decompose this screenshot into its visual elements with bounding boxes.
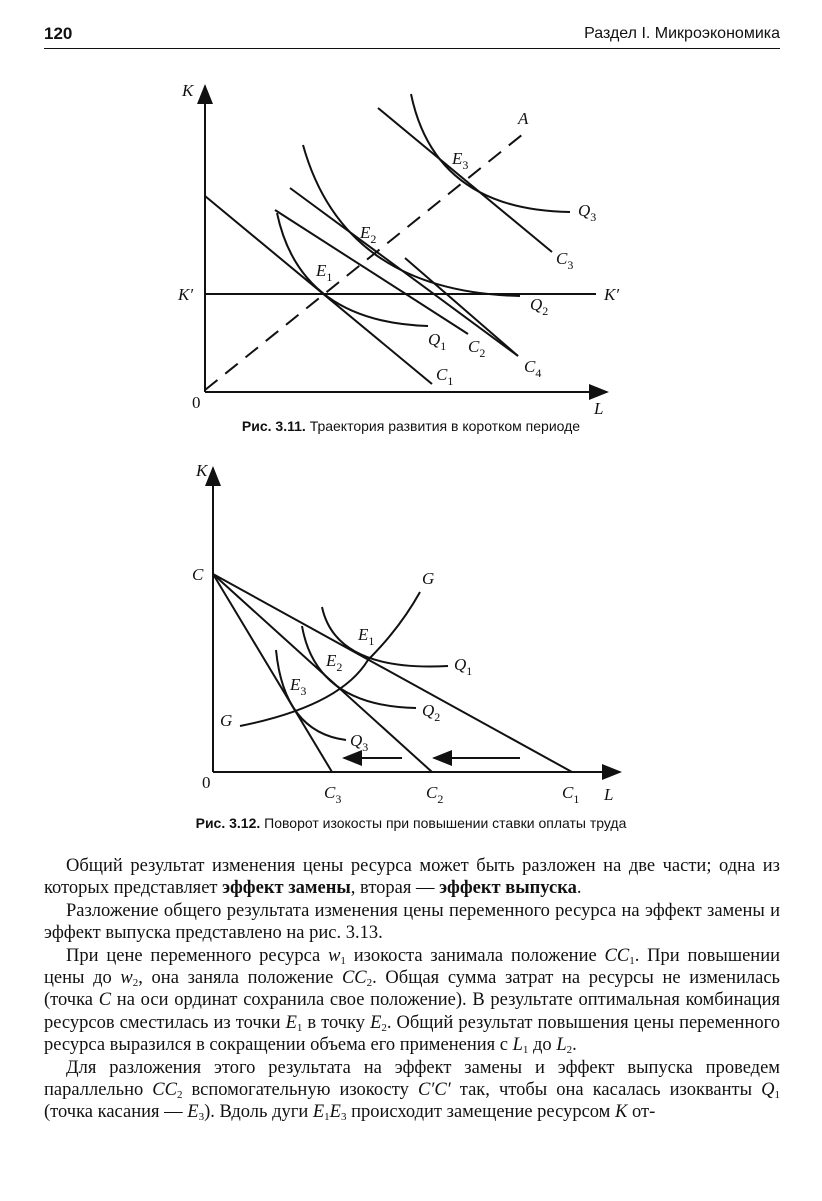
g-top-label: G: [422, 569, 435, 588]
l-axis-label: L: [594, 399, 604, 418]
g-left-label: G: [220, 711, 233, 730]
k-prime-right-label: K′: [604, 285, 620, 304]
k-axis-label: K: [182, 81, 194, 100]
q3-label: $Q_3$: [578, 201, 597, 224]
paragraph: Для разложения этого результата на эффект замены и эффект выпуска проведем параллельно $CC_2$ вспомогательную изокосту C′C′ так, чтобы она касалась изокванты $Q_1$ (точка касания — $E_3$). Вдоль дуги $E_1E_3$ происходит замещение ресурсом K от-: [44, 1057, 780, 1124]
isocost-cc3: [213, 574, 332, 772]
c4-label: $C_4$: [524, 357, 542, 380]
k-axis-label: K: [196, 461, 208, 480]
q3-label: $Q_3$: [350, 731, 369, 754]
c2-label: $C_2$: [426, 783, 444, 806]
e3-label: $E_3$: [452, 149, 469, 172]
caption-text: Траектория развития в коротком периоде: [309, 418, 581, 434]
term-output-effect: эффект выпуска: [439, 878, 577, 899]
origin-label: 0: [202, 773, 211, 792]
caption-number: Рис. 3.12.: [195, 815, 261, 831]
c3-label: $C_3$: [324, 783, 342, 806]
origin-label: 0: [192, 393, 201, 412]
c1-label: $C_1$: [562, 783, 580, 806]
isoquant-q1: [322, 607, 448, 667]
page-number: 120: [44, 24, 73, 43]
c3-label: $C_3$: [556, 249, 574, 272]
paragraph: Разложение общего результата изменения цены переменного ресурса на эффект замены и эффект выпуска представлено на рис. 3.13.: [44, 900, 780, 944]
e2-label: $E_2$: [326, 651, 343, 674]
paragraph: При цене переменного ресурса $w_1$ изокоста занимала положение $CC_1$. При повышении цены до $w_2$, она заняла положение $CC_2$. Общая сумма затрат на ресурсы не изменилась (точка C на оси ординат сохранила свое положение). В результате оптимальная комбинация ресурсов сместилась из точки $E_1$ в точку $E_2$. Общий результат повышения цены переменного ресурса выразился в сокращении объема его применения с $L_1$ до $L_2$.: [44, 945, 781, 1057]
e1-label: $E_1$: [316, 261, 333, 284]
l-axis-label: L: [604, 785, 614, 804]
q1-label: $Q_1$: [428, 330, 447, 353]
q2-label: $Q_2$: [422, 701, 441, 724]
e3-label: $E_3$: [290, 675, 307, 698]
caption-text: Поворот изокосты при повышении ставки оплаты труда: [264, 815, 627, 831]
q1-label: $Q_1$: [454, 655, 473, 678]
term-substitution-effect: эффект замены: [222, 878, 351, 899]
c-point-label: C: [192, 565, 204, 584]
isocost-cc1: [213, 574, 572, 772]
caption-number: Рис. 3.11.: [241, 418, 306, 434]
q2-label: $Q_2$: [530, 295, 549, 318]
ray-a-label: A: [518, 109, 529, 128]
paragraph: Общий результат изменения цены ресурса может быть разложен на две части; одна из которых представляет эффект замены, вторая — эффект выпуска.: [44, 856, 780, 899]
c2-label: $C_2$: [468, 337, 486, 360]
running-head: Раздел I. Микроэкономика: [584, 25, 780, 42]
figure-3-12-caption: [0, 815, 822, 831]
c1-label: $C_1$: [436, 365, 454, 388]
e2-label: $E_2$: [360, 223, 377, 246]
e1-label: $E_1$: [358, 625, 375, 648]
k-prime-left-label: K′: [178, 285, 194, 304]
body-text: [44, 855, 780, 1124]
